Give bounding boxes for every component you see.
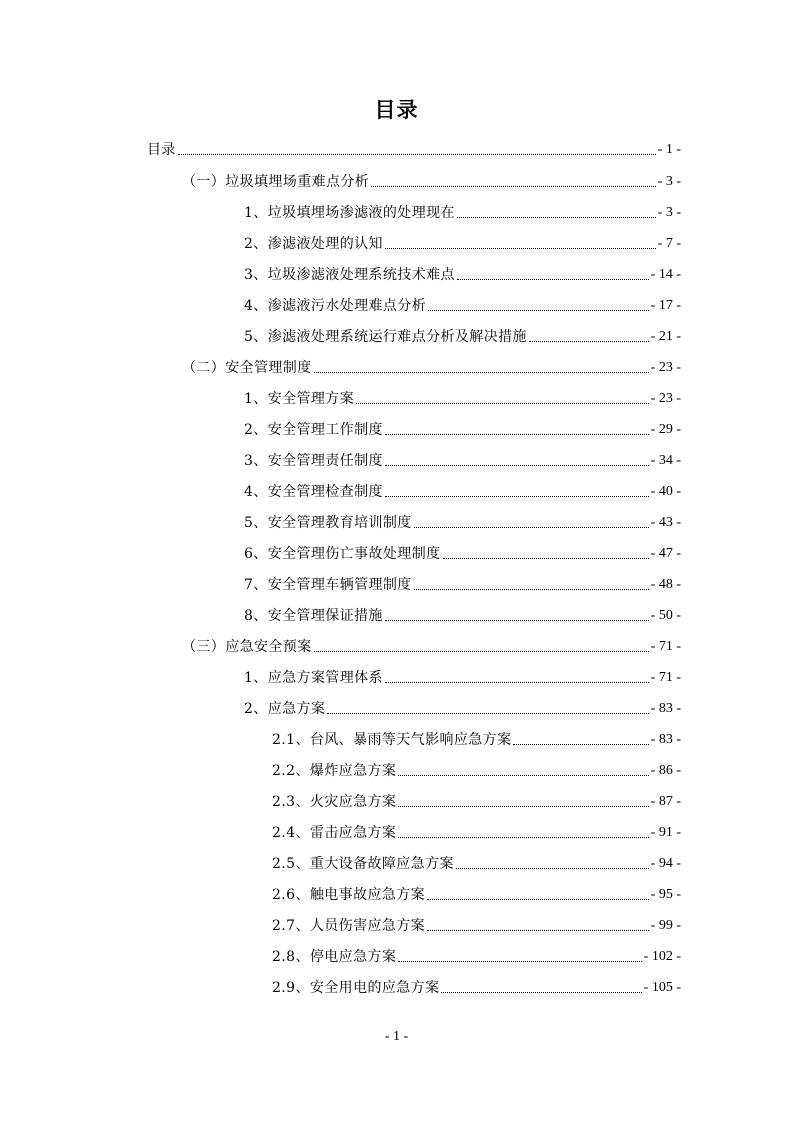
toc-leader-dots [371,185,655,187]
toc-entry-page: - 17 - [650,298,681,313]
toc-entry-label: 2.1、台风、暴雨等天气影响应急方案 [272,732,512,748]
toc-entry-page: - 34 - [650,453,681,468]
toc-entry-label: 4、安全管理检查制度 [244,484,383,500]
toc-leader-dots [385,464,649,466]
toc-entry-1-4[interactable] [244,293,681,315]
toc-entry-1-1[interactable] [244,200,681,222]
toc-leader-dots [385,247,656,249]
toc-entry-page: - 43 - [650,515,681,530]
toc-entry-page: - 50 - [650,608,681,623]
toc-leader-dots [427,929,649,931]
toc-entry-label: 2.6、触电事故应急方案 [272,887,426,903]
page-number-footer: - 1 - [384,1029,409,1044]
toc-leader-dots [398,774,648,776]
toc-leader-dots [385,433,649,435]
toc-entry-label: 2.8、停电应急方案 [272,949,397,965]
toc-entry-label: （二）安全管理制度 [182,360,312,376]
toc-entry-1-5[interactable] [244,324,681,346]
toc-entry-2-1[interactable] [244,386,681,408]
toc-entry-3-2-3[interactable] [272,789,681,811]
toc-leader-dots [414,588,649,590]
toc-entry-2-5[interactable] [244,510,681,532]
toc-leader-dots [529,340,649,342]
toc-leader-dots [441,991,641,993]
toc-entry-label: 5、安全管理教育培训制度 [244,515,412,531]
toc-entry-label: 目录 [147,142,176,158]
toc-entry-page: - 7 - [657,236,681,251]
toc-entry-section-2[interactable] [182,355,681,377]
toc-entry-page: - 1 - [657,142,681,157]
toc-entry-label: 2.2、爆炸应急方案 [272,763,397,779]
toc-entry-page: - 87 - [650,794,681,809]
toc-entry-page: - 91 - [650,825,681,840]
toc-entry-page: - 47 - [650,546,681,561]
toc-entry-label: 1、安全管理方案 [244,391,355,407]
toc-entry-page: - 94 - [650,856,681,871]
toc-leader-dots [398,960,641,962]
toc-entry-page: - 83 - [650,732,681,747]
toc-leader-dots [457,278,649,280]
toc-entry-page: - 71 - [650,670,681,685]
toc-entry-label: 2、渗滤液处理的认知 [244,236,383,252]
toc-entry-page: - 99 - [650,918,681,933]
toc-entry-label: 8、安全管理保证措施 [244,608,383,624]
toc-entry-label: 3、垃圾渗滤液处理系统技术难点 [244,267,455,283]
toc-entry-2-7[interactable] [244,572,681,594]
toc-entry-page: - 3 - [657,205,681,220]
toc-entry-label: 1、垃圾填埋场渗滤液的处理现在 [244,205,455,221]
toc-leader-dots [178,153,656,155]
toc-entry-label: （三）应急安全预案 [182,639,312,655]
toc-entry-page: - 40 - [650,484,681,499]
toc-entry-label: 2.3、火灾应急方案 [272,794,397,810]
toc-entry-label: 5、渗滤液处理系统运行难点分析及解决措施 [244,329,527,345]
toc-entry-section-1[interactable] [182,169,681,191]
toc-entry-label: 2、应急方案 [244,701,326,717]
toc-entry-label: 2.9、安全用电的应急方案 [272,980,440,996]
toc-leader-dots [457,216,656,218]
toc-entry-page: - 105 - [643,980,681,995]
toc-leader-dots [356,402,649,404]
toc-entry-label: 7、安全管理车辆管理制度 [244,577,412,593]
toc-entry-page: - 3 - [657,174,681,189]
toc-entry-2-4[interactable] [244,479,681,501]
toc-entry-3-2-7[interactable] [272,913,681,935]
toc-entry-page: - 14 - [650,267,681,282]
toc-leader-dots [327,712,648,714]
toc-entry-toc[interactable] [147,137,681,159]
toc-entry-3-2-4[interactable] [272,820,681,842]
toc-entry-page: - 86 - [650,763,681,778]
toc-leader-dots [398,805,648,807]
toc-entry-3-2-6[interactable] [272,882,681,904]
toc-entry-3-2-1[interactable] [272,727,681,749]
toc-entry-1-2[interactable] [244,231,681,253]
toc-entry-label: 2、安全管理工作制度 [244,422,383,438]
toc-leader-dots [513,743,648,745]
toc-entry-page: - 95 - [650,887,681,902]
toc-entry-3-2-8[interactable] [272,944,681,966]
toc-entry-3-2-9[interactable] [272,975,681,997]
toc-entry-2-8[interactable] [244,603,681,625]
toc-entry-page: - 21 - [650,329,681,344]
toc-entry-label: 6、安全管理伤亡事故处理制度 [244,546,441,562]
toc-entry-2-3[interactable] [244,448,681,470]
toc-entry-2-2[interactable] [244,417,681,439]
toc-entry-label: 3、安全管理责任制度 [244,453,383,469]
toc-leader-dots [385,619,649,621]
toc-entry-3-2-5[interactable] [272,851,681,873]
toc-leader-dots [398,836,648,838]
toc-entry-section-3[interactable] [182,634,681,656]
toc-entry-page: - 102 - [643,949,681,964]
toc-leader-dots [314,371,649,373]
page-title: 目录 [374,98,419,122]
toc-entry-page: - 23 - [650,391,681,406]
toc-entry-page: - 71 - [650,639,681,654]
toc-leader-dots [314,650,649,652]
toc-entry-3-2[interactable] [244,696,681,718]
toc-entry-page: - 23 - [650,360,681,375]
toc-entry-label: 2.5、重大设备故障应急方案 [272,856,454,872]
toc-entry-page: - 29 - [650,422,681,437]
toc-entry-label: 2.4、雷击应急方案 [272,825,397,841]
toc-entry-label: 1、应急方案管理体系 [244,670,383,686]
toc-entry-page: - 48 - [650,577,681,592]
toc-leader-dots [456,867,649,869]
toc-leader-dots [443,557,649,559]
toc-leader-dots [385,681,649,683]
toc-leader-dots [428,309,649,311]
toc-entry-label: 4、渗滤液污水处理难点分析 [244,298,427,314]
toc-entry-1-3[interactable] [244,262,681,284]
toc-leader-dots [385,495,649,497]
toc-leader-dots [414,526,649,528]
toc-entry-2-6[interactable] [244,541,681,563]
toc-entry-3-1[interactable] [244,665,681,687]
toc-leader-dots [427,898,649,900]
toc-entry-3-2-2[interactable] [272,758,681,780]
toc-entry-label: 2.7、人员伤害应急方案 [272,918,426,934]
toc-entry-page: - 83 - [650,701,681,716]
toc-entry-label: （一）垃圾填埋场重难点分析 [182,174,370,190]
